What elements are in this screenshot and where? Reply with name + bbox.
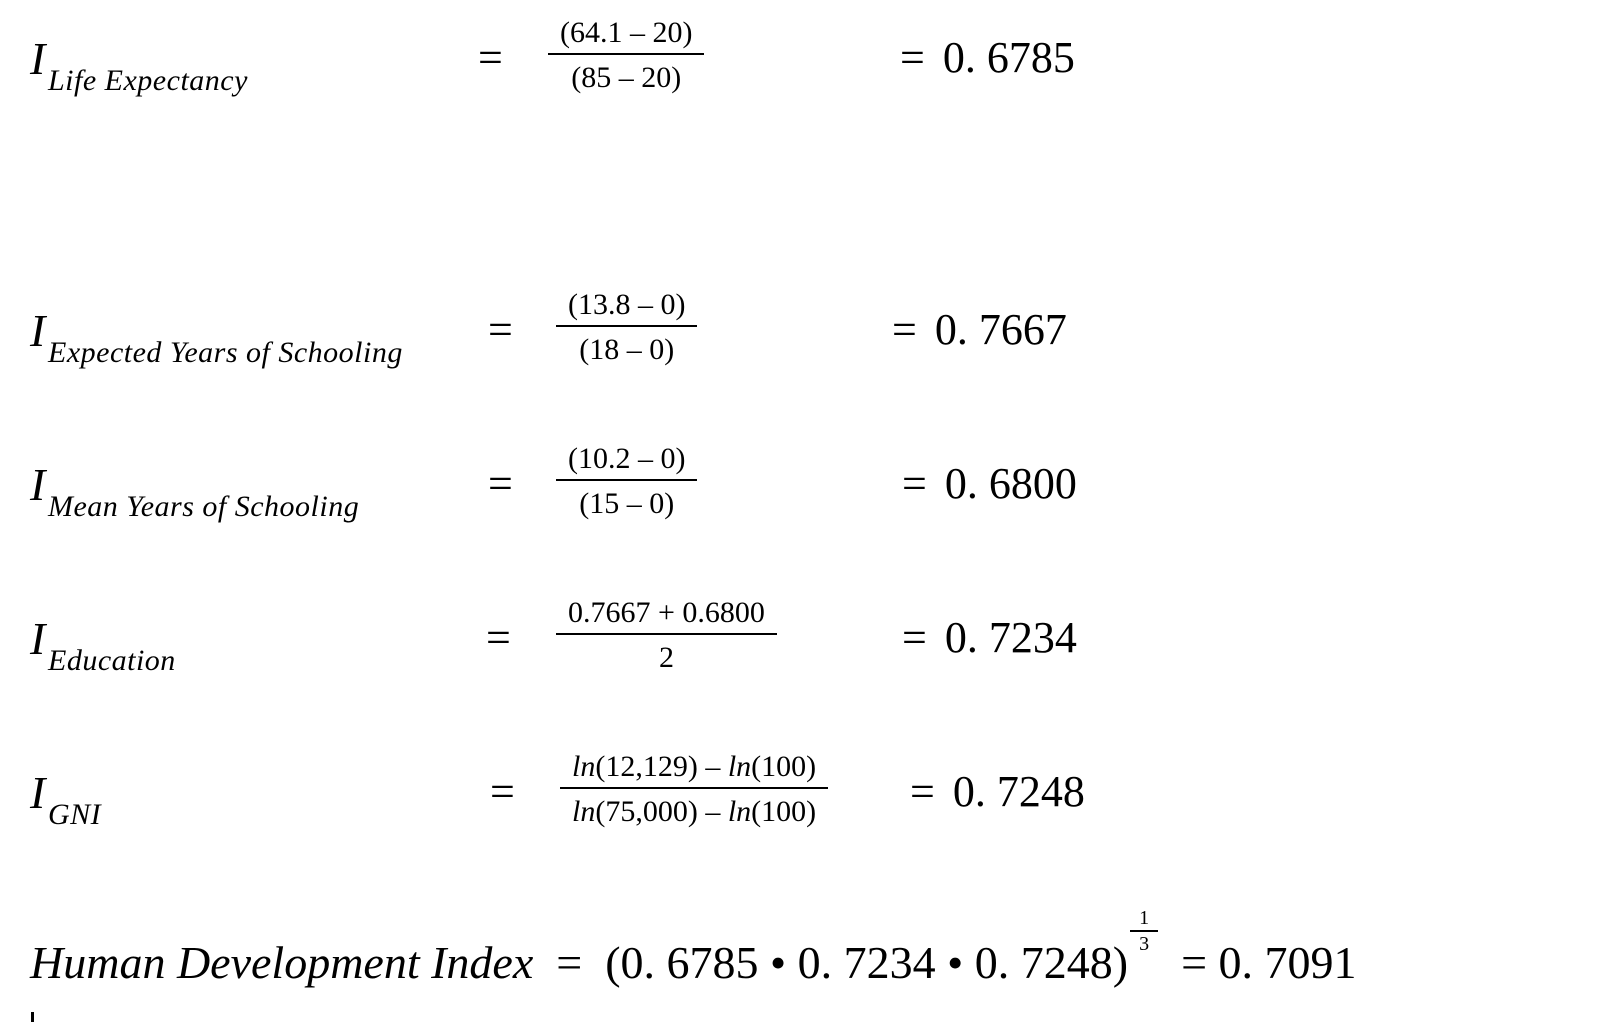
index-symbol: I — [30, 767, 46, 818]
fraction — [556, 596, 777, 675]
result — [910, 767, 1085, 816]
result-value: 0. 6785 — [942, 33, 1075, 82]
fraction-numerator: (10.2 – 0) — [568, 442, 686, 475]
fraction-denominator — [560, 795, 828, 829]
hdi-label: Human Development Index — [30, 937, 534, 988]
result-value: 0. 7667 — [934, 305, 1067, 354]
result-value: 0. 7234 — [944, 613, 1077, 662]
result-equals-sign: = — [1181, 937, 1208, 988]
equation-mean-years-schooling — [0, 442, 1602, 582]
fraction-numerator — [560, 750, 828, 784]
index-subscript: Mean Years of Schooling — [48, 490, 360, 523]
equation-gni — [0, 750, 1602, 890]
equation-life-expectancy — [0, 16, 1602, 156]
exponent-denominator: 3 — [1139, 932, 1150, 955]
ln-argument: (75,000) – — [595, 795, 728, 828]
fraction-bar — [556, 479, 697, 481]
ln-function: ln — [572, 795, 596, 828]
equation-expected-years-schooling — [0, 288, 1602, 428]
fraction — [556, 288, 697, 367]
fraction-numerator: 0.7667 + 0.6800 — [568, 596, 765, 629]
fraction-bar — [560, 787, 828, 789]
ln-function: ln — [572, 750, 596, 783]
hdi-result-value: 0. 7091 — [1218, 937, 1357, 988]
result — [902, 459, 1077, 508]
result-equals-sign: = — [902, 613, 927, 662]
exponent-numerator: 1 — [1139, 907, 1150, 929]
result — [900, 33, 1075, 82]
fraction-denominator: (15 – 0) — [579, 487, 675, 520]
equals-sign: = — [488, 459, 513, 508]
equation-hdi — [30, 907, 1357, 988]
equals-sign: = — [488, 305, 513, 354]
fraction-denominator: (18 – 0) — [579, 333, 675, 366]
index-symbol: I — [30, 613, 46, 664]
fraction-denominator: (85 – 20) — [571, 61, 682, 94]
fraction-numerator: (64.1 – 20) — [560, 16, 693, 49]
equation-education — [0, 596, 1602, 736]
equals-sign: = — [556, 937, 583, 988]
index-subscript: Life Expectancy — [48, 64, 248, 97]
ln-argument: (12,129) – — [595, 750, 728, 783]
exponent-fraction-bar — [1130, 930, 1158, 932]
index-symbol: I — [30, 33, 46, 84]
fraction-bar — [556, 633, 777, 635]
result-value: 0. 7248 — [952, 767, 1085, 816]
result-equals-sign: = — [900, 33, 925, 82]
result — [892, 305, 1067, 354]
equals-sign: = — [478, 33, 503, 82]
result-value: 0. 6800 — [944, 459, 1077, 508]
index-symbol: I — [30, 305, 46, 356]
index-subscript: Education — [48, 644, 176, 677]
ln-function: ln — [727, 795, 752, 828]
text-cursor — [31, 1012, 34, 1022]
result-equals-sign: = — [902, 459, 927, 508]
fraction — [560, 750, 828, 829]
hdi-exponent — [1130, 908, 1158, 954]
index-subscript: GNI — [48, 798, 102, 831]
result-equals-sign: = — [910, 767, 935, 816]
equals-sign — [545, 937, 557, 988]
ln-function: ln — [727, 750, 752, 783]
equals-sign: = — [490, 767, 515, 816]
fraction-bar — [556, 325, 697, 327]
fraction — [556, 442, 697, 521]
ln-argument: (100) — [751, 750, 817, 783]
fraction-bar — [548, 53, 704, 55]
fraction-numerator: (13.8 – 0) — [568, 288, 686, 321]
index-symbol: I — [30, 459, 46, 510]
fraction-denominator: 2 — [658, 641, 674, 674]
result — [902, 613, 1077, 662]
fraction — [548, 16, 704, 95]
ln-argument: (100) — [751, 795, 817, 828]
hdi-expression: (0. 6785 • 0. 7234 • 0. 7248) — [605, 937, 1129, 988]
index-subscript: Expected Years of Schooling — [48, 336, 403, 369]
result-equals-sign: = — [892, 305, 917, 354]
equals-sign: = — [486, 613, 511, 662]
